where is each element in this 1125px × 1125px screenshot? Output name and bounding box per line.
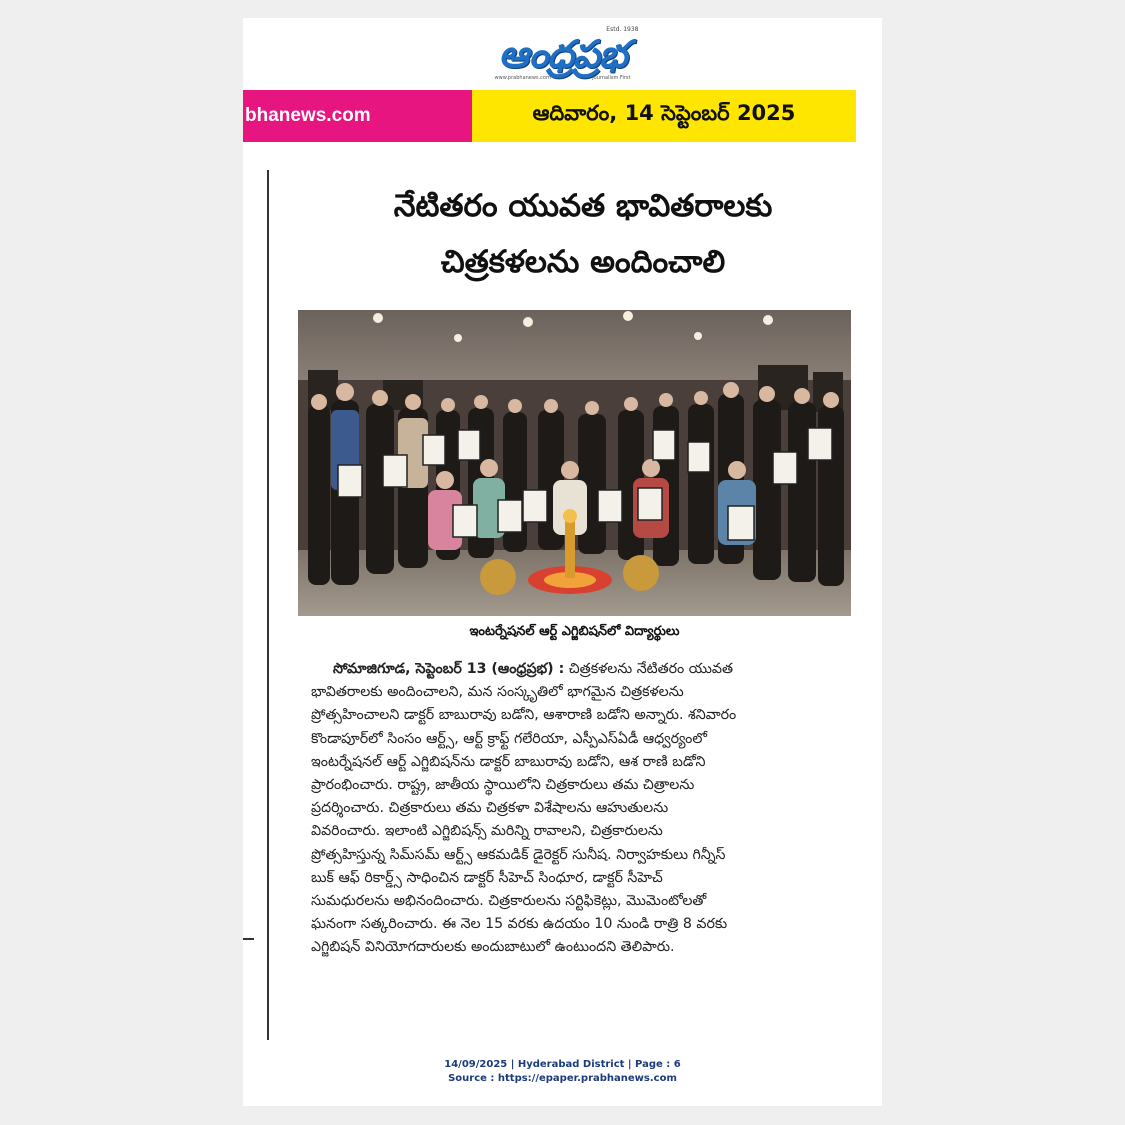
date-band [243, 90, 856, 142]
group-photo-illustration [298, 310, 851, 616]
body-line: ఘనంగా సత్కరించారు. ఈ నెల 15 వరకు ఉదయం 10 నుండి రాత్రి 8 వరకు [311, 916, 728, 933]
website-text: bhanews.com [245, 105, 371, 126]
body-line: ఇంటర్నేషనల్ ఆర్ట్ ఎగ్జిబిషన్‌ను డాక్టర్ బాబురావు బడోని, ఆశ రాణి బడోని [311, 753, 706, 770]
body-line: వివరించారు. ఇలాంటి ఎగ్జిబిషన్స్ మరిన్ని రావాలని, చిత్రకారులను [311, 823, 663, 840]
body-line: బుక్ ఆఫ్ రికార్డ్స్ సాధించిన డాక్టర్ సీహెచ్ సింధూర, డాక్టర్ సీహెచ్ [311, 869, 663, 886]
date-panel [472, 90, 856, 142]
issue-date: ఆదివారం, 14 సెప్టెంబర్ 2025 [532, 101, 796, 125]
column-rule-tick [243, 938, 254, 940]
body-line: భావితరాలకు అందించాలని, మన సంస్కృతిలో భాగమైన చిత్రకళలను [311, 684, 684, 701]
logo-established: Estd. 1938 [606, 26, 639, 33]
headline-line-2: చిత్రకళలను అందించాలి [440, 244, 726, 280]
article-first-line [311, 658, 841, 681]
footer-source: Source : https://epaper.prabhanews.com [448, 1073, 677, 1084]
body-line: ఎగ్జిబిషన్ వినియోగదారులకు అందుబాటులో ఉంటుందని తెలిపారు. [311, 939, 675, 956]
page-footer [243, 1058, 882, 1086]
body-line: ప్రోత్సహించాలని డాక్టర్ బాబురావు బడోని, ఆశారాణి బడోని అన్నారు. శనివారం [311, 707, 737, 724]
logo-tagline: Journalism First [592, 75, 631, 81]
logo-text: ఆంధ్రప్రభ [498, 31, 627, 76]
logo-website: www.prabhanews.com [494, 75, 551, 81]
dateline: సోమాజిగూడ, సెప్టెంబర్ 13 (ఆంధ్రప్రభ) : [333, 661, 565, 677]
column-rule [267, 170, 269, 1040]
newspaper-logo [491, 26, 639, 81]
article-body [311, 658, 841, 960]
body-line: ప్రదర్శించారు. చిత్రకారులు తమ చిత్రకళా విశేషాలను ఆహుతులను [311, 800, 669, 817]
newspaper-clipping [243, 18, 882, 1106]
photo-caption: ఇంటర్నేషనల్ ఆర్ట్ ఎగ్జిబిషన్‌లో విద్యార్థులు [469, 624, 680, 639]
group-photo [298, 310, 851, 616]
footer-page-info: 14/09/2025 | Hyderabad District | Page : 6 [444, 1059, 681, 1070]
masthead [243, 18, 882, 90]
body-line: సుమధురలను అభినందించారు. చిత్రకారులను సర్టిఫికెట్లు, మొమెంటోలతో [311, 893, 707, 910]
body-line: చిత్రకళలను నేటితరం యువత [564, 661, 734, 677]
body-line: ప్రారంభించారు. రాష్ట్ర, జాతీయ స్థాయిలోని చిత్రకారులు తమ చిత్రాలను [311, 777, 695, 794]
headline [283, 178, 882, 290]
body-line: కొండాపూర్‌లో సింసం ఆర్ట్స్, ఆర్ట్ క్రాఫ్ట్ గలేరియా, ఎస్పీఎస్ఏడీ ఆధ్వర్యంలో [311, 730, 707, 747]
body-line: ప్రోత్సహిస్తున్న సిమ్‌సమ్ ఆర్ట్స్ ఆకమడిక్ డైరెక్టర్ సునీష. నిర్వాహకులు గిన్నీస్ [311, 846, 726, 863]
website-band [243, 90, 472, 142]
headline-line-1: నేటితరం యువత భావితరాలకు [393, 188, 773, 224]
